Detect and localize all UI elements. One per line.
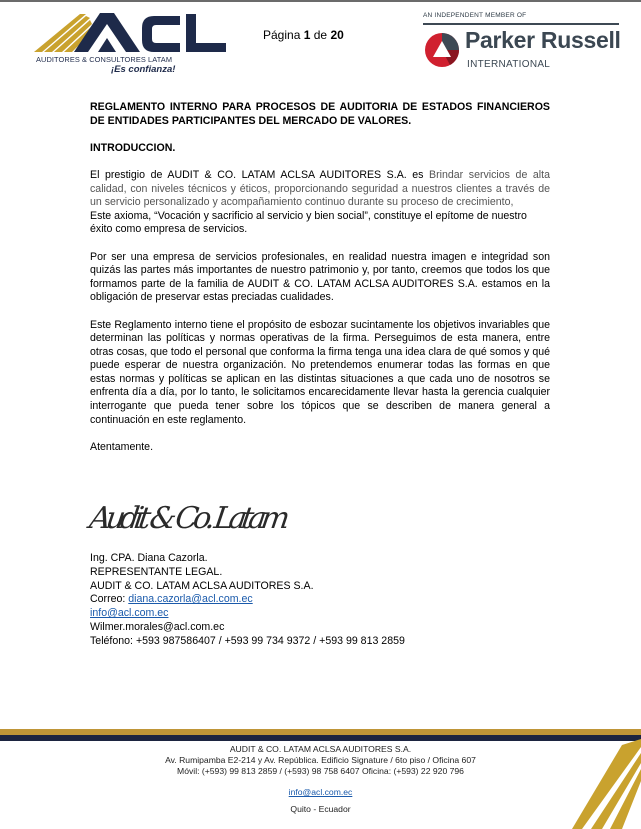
section-heading: INTRODUCCION. bbox=[90, 141, 176, 154]
paragraph-3: Este Reglamento interno tiene el propósito de esbozar sucintamente los objetivos invariables que determinan las políticas y normas operativas de la firma. Perseguimos de esta manera, entre otras cosas, que todo el personal que conforma la firma tenga una idea clara de qué somos y qué puede esperar de nuestra organización. No pretendemos enumerar todas las formas en que estas normas y políticas se aplican en las distintas situaciones a que cada uno de nosotros se enfrenta día a día, por lo tanto, le solicitamos encarecidamente llevar hasta la gerencia cualquier interrogante que pueda tener sobre los tópicos que se describen de manera general a continuación en este reglamento. bbox=[90, 318, 550, 426]
paragraph-1-mission: Brindar servicios de alta calidad, con niveles técnicos y éticos, proporcionando seguridad a nuestros clientes a través de un servicio personalizado y acompañamiento continuo durante su proceso de crecimiento, bbox=[90, 168, 550, 209]
partner-divider bbox=[423, 23, 619, 25]
footer-email-link[interactable]: info@acl.com.ec bbox=[288, 787, 353, 797]
footer-gold-stripes-icon bbox=[560, 741, 641, 829]
signatory-name: Ing. CPA. Diana Cazorla. bbox=[90, 552, 208, 564]
paragraph-1-axiom: Este axioma, “Vocación y sacrificio al servicio y bien social”, constituye el epítome de nuestro éxito como empresa de servicios. bbox=[90, 209, 527, 236]
acl-letter-l bbox=[186, 14, 226, 52]
page-current: 1 bbox=[303, 28, 311, 42]
paragraph-2: Por ser una empresa de servicios profesionales, en realidad nuestra imagen e integridad son quizás las partes más importantes de nuestro patrimonio y, por tanto, creemos que todos los que formamos parte de la familia de AUDIT & CO. LATAM ACLSA AUDITORES S.A. estamos en la obligación de preservar estas preciadas cualidades. bbox=[90, 250, 550, 304]
signatory-role: REPRESENTANTE LEGAL. bbox=[90, 565, 223, 578]
signatory-phone: Teléfono: +593 987586407 / +593 99 734 9372 / +593 99 813 2859 bbox=[90, 634, 405, 647]
acl-logo-tagline: ¡Es confianza! bbox=[111, 64, 176, 75]
footer-city: Quito - Ecuador bbox=[290, 804, 351, 814]
partner-member-text: AN INDEPENDENT MEMBER OF bbox=[423, 12, 527, 19]
info-email-link[interactable]: info@acl.com.ec bbox=[90, 607, 169, 620]
email-label: Correo: bbox=[90, 593, 129, 606]
signature-image bbox=[87, 488, 300, 546]
partner-name: Parker Russell bbox=[465, 27, 621, 53]
document-title: REGLAMENTO INTERNO PARA PROCESOS DE AUDITORIA DE ESTADOS FINANCIEROS DE ENTIDADES PARTICIPANTES DEL MERCADO DE VALORES. bbox=[90, 101, 550, 127]
paragraph-1 bbox=[90, 169, 550, 210]
document-body bbox=[90, 101, 550, 454]
signatory-block bbox=[90, 552, 405, 649]
secondary-email: Wilmer.morales@acl.com.ec bbox=[90, 620, 225, 633]
footer-phones: Móvil: (+593) 99 813 2859 / (+593) 98 758 6407 Oficina: (+593) 22 920 796 bbox=[177, 766, 464, 776]
signatory-email-row bbox=[90, 593, 405, 607]
footer-company: AUDIT & CO. LATAM ACLSA AUDITORES S.A. bbox=[229, 744, 412, 754]
closing: Atentamente. bbox=[90, 440, 154, 453]
signatory-company: AUDIT & CO. LATAM ACLSA AUDITORES S.A. bbox=[90, 579, 314, 592]
page-prefix: Página bbox=[263, 28, 301, 42]
paragraph-1-intro: El prestigio de AUDIT & CO. LATAM ACLSA AUDITORES S.A. es bbox=[90, 168, 430, 181]
footer bbox=[0, 744, 641, 815]
top-border bbox=[0, 0, 641, 2]
footer-navy-bar bbox=[0, 735, 641, 741]
acl-logo-subtitle: AUDITORES & CONSULTORES LATAM bbox=[36, 55, 173, 64]
signatory-email-link[interactable]: diana.cazorla@acl.com.ec bbox=[128, 593, 253, 606]
footer-address: Av. Rumipamba E2-214 y Av. República. Edificio Signature / 6to piso / Oficina 607 bbox=[165, 755, 476, 765]
page-total: 20 bbox=[330, 28, 344, 42]
page-indicator bbox=[263, 28, 344, 42]
page-separator: de bbox=[313, 28, 328, 42]
parker-russell-icon bbox=[424, 32, 460, 68]
partner-subtitle: INTERNATIONAL bbox=[467, 59, 551, 70]
acl-letter-c bbox=[142, 16, 180, 52]
signature-text: Audit & Co. Latam bbox=[87, 501, 293, 536]
